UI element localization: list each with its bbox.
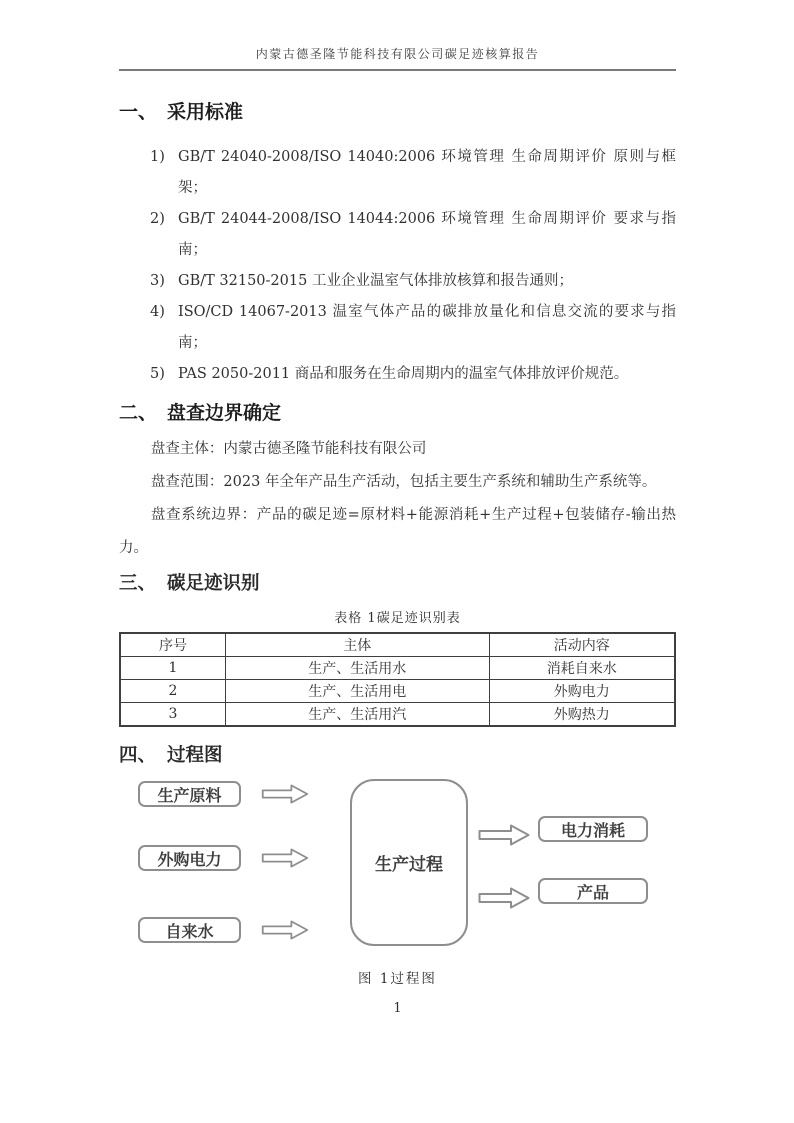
table-cell-activity: 外购热力 <box>489 703 675 727</box>
list-item <box>119 359 676 390</box>
section-3-heading <box>119 569 676 595</box>
section-1-number: 一、 <box>119 102 158 123</box>
section-4-title: 过程图 <box>167 745 223 766</box>
table-cell-subject: 生产、生活用电 <box>225 680 489 703</box>
list-item-text: GB/T 32150-2015 工业企业温室气体排放核算和报告通则； <box>178 273 573 289</box>
table-cell-activity: 外购电力 <box>489 680 675 703</box>
right-block-arrow-icon <box>261 784 309 804</box>
paragraph-inventory-scope: 盘查范围：2023 年全年产品生产活动，包括主要生产系统和辅助生产系统等。 <box>150 474 657 490</box>
section-2-heading <box>119 398 676 425</box>
section-1-heading <box>119 97 676 124</box>
right-block-arrow-icon <box>261 920 309 940</box>
table-cell-seq: 2 <box>120 680 225 703</box>
figure-caption: 图 1过程图 <box>358 971 437 987</box>
table-cell-seq: 3 <box>120 703 225 727</box>
diagram-node-product: 产品 <box>538 878 648 904</box>
list-item-text: GB/T 24044-2008/ISO 14044:2006 环境管理 生命周期评价 要求与指南； <box>178 211 676 258</box>
table-row <box>120 703 675 727</box>
carbon-footprint-table <box>119 632 676 727</box>
table-caption: 表格 1碳足迹识别表 <box>334 611 461 626</box>
boundary-paragraphs <box>119 433 676 565</box>
standards-list <box>119 142 676 390</box>
list-item-number: 4) <box>150 304 165 320</box>
table-cell-subject: 生产、生活用水 <box>225 657 489 680</box>
table-cell-activity: 消耗自来水 <box>489 657 675 680</box>
diagram-node-electricity-consumption: 电力消耗 <box>538 816 648 842</box>
list-item-text: PAS 2050-2011 商品和服务在生命周期内的温室气体排放评价规范。 <box>178 366 629 382</box>
list-item-text: ISO/CD 14067-2013 温室气体产品的碳排放量化和信息交流的要求与指南； <box>178 304 676 351</box>
list-item-number: 2) <box>150 211 165 227</box>
header-title: 内蒙古德圣隆节能科技有限公司碳足迹核算报告 <box>255 47 540 61</box>
section-1-title: 采用标准 <box>167 102 244 123</box>
list-item <box>119 204 676 266</box>
table-cell-seq: 1 <box>120 657 225 680</box>
section-3-title: 碳足迹识别 <box>167 573 260 594</box>
table-row <box>120 657 675 680</box>
page-number: 1 <box>393 1001 402 1016</box>
section-2-title: 盘查边界确定 <box>167 403 282 424</box>
list-item-number: 5) <box>150 366 165 382</box>
diagram-node-purchased-electricity: 外购电力 <box>138 845 241 871</box>
list-item <box>119 297 676 359</box>
diagram-node-raw-materials: 生产原料 <box>138 781 241 807</box>
right-block-arrow-icon <box>261 848 309 868</box>
paragraph-system-boundary: 盘查系统边界：产品的碳足迹=原材料+能源消耗+生产过程+包装储存-输出热力。 <box>119 507 676 556</box>
paragraph-inventory-subject: 盘查主体：内蒙古德圣隆节能科技有限公司 <box>150 441 427 457</box>
process-flow-diagram <box>119 775 676 955</box>
section-2-number: 二、 <box>119 403 158 424</box>
list-item-text: GB/T 24040-2008/ISO 14040:2006 环境管理 生命周期评价 原则与框架； <box>178 149 676 196</box>
table-header-subject: 主体 <box>225 633 489 657</box>
list-item <box>119 266 676 297</box>
section-3-number: 三、 <box>119 573 157 594</box>
section-4-heading <box>119 741 676 767</box>
list-item-number: 1) <box>150 149 165 165</box>
page-header <box>119 0 676 71</box>
right-block-arrow-icon <box>478 887 530 909</box>
list-item-number: 3) <box>150 273 165 289</box>
list-item <box>119 142 676 204</box>
table-header-row <box>120 633 675 657</box>
right-block-arrow-icon <box>478 824 530 846</box>
section-4-number: 四、 <box>119 745 157 766</box>
table-header-activity: 活动内容 <box>489 633 675 657</box>
diagram-node-tap-water: 自来水 <box>138 917 241 943</box>
table-row <box>120 680 675 703</box>
diagram-node-production-process: 生产过程 <box>350 779 468 946</box>
table-header-seq: 序号 <box>120 633 225 657</box>
table-cell-subject: 生产、生活用汽 <box>225 703 489 727</box>
